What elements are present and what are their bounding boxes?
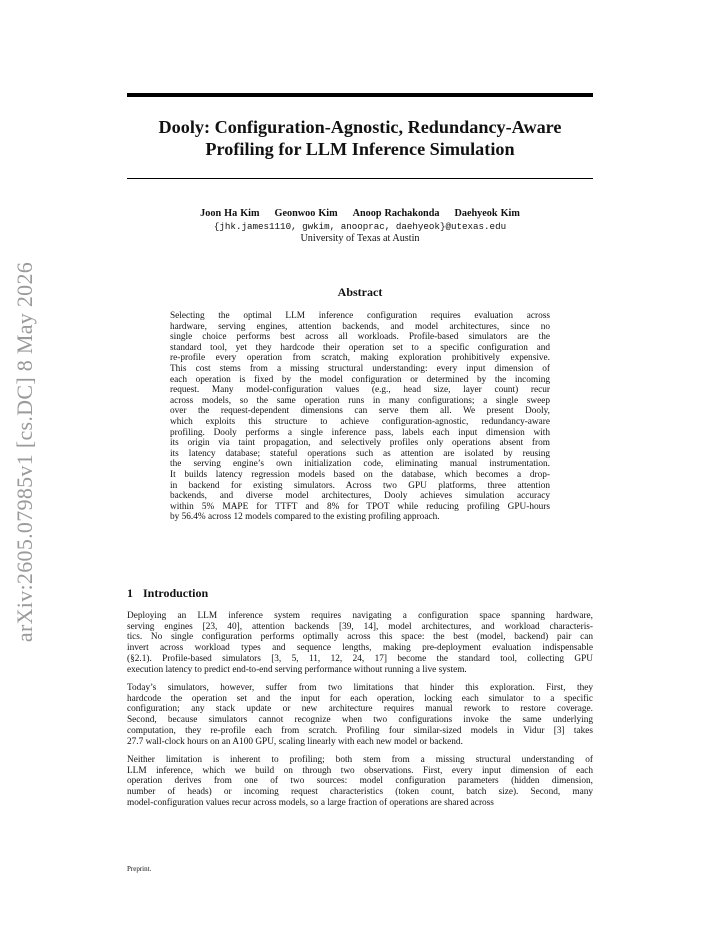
author-name: Anoop Rachakonda — [352, 208, 440, 219]
text-line: It builds latency regression models based on the database, which becomes a drop- — [170, 469, 550, 480]
author-emails: {jhk.james1110, gwkim, anooprac, daehyeok}@utexas.edu — [213, 220, 507, 232]
text-line: (§2.1). Profile-based simulators [3, 5, 11, 12, 24, 17] become the standard tool, collecting GPU — [127, 653, 593, 664]
text-line: Today’s simulators, however, suffer from two limitations that hinder this exploration. First, they — [127, 683, 593, 693]
paper-title — [127, 116, 593, 160]
text-line: Selecting the optimal LLM inference configuration requires evaluation across — [170, 311, 550, 321]
footer-preprint: Preprint. — [127, 865, 152, 873]
text-line: computation, they re-profile each from scratch. Profiling four similar-sized models in Vidur [3] takes — [127, 725, 593, 736]
text-line: within 5% MAPE for TTFT and 8% for TPOT while reducing profiling GPU-hours — [170, 501, 550, 512]
text-line: Second, because simulators cannot recognize when two configurations invoke the same underlying — [127, 715, 593, 726]
text-line: by 56.4% across 12 models compared to the existing profiling approach. — [170, 512, 440, 523]
text-line: number of heads) or incoming request characteristics (token count, batch size). Second, many — [127, 787, 593, 798]
text-line: its origin via taint propagation, and selectively profiles only operations absent from — [170, 438, 550, 449]
text-line: request. Many model-configuration values (e.g., head size, layer count) recur — [170, 385, 550, 396]
text-line: 27.7 wall-clock hours on an A100 GPU, scaling linearly with each new model or backend. — [127, 736, 463, 747]
text-line: operation derives from one of two sources: model configuration parameters (hidden dimension, — [127, 776, 593, 787]
title-bottom-rule — [127, 178, 593, 179]
text-line: model-configuration values recur across models, so a large fraction of operations are shared across — [127, 797, 494, 808]
text-line: Deploying an LLM inference system requires navigating a configuration space spanning hardware, — [127, 611, 593, 621]
text-line: hardware, serving engines, attention backends, and model architectures, since no — [170, 321, 550, 332]
text-line: LLM inference, which we build on through two observations. First, every input dimension of each — [127, 765, 593, 776]
text-line: This cost stems from a missing structural understanding: every input dimension of — [170, 363, 550, 374]
title-top-rule — [127, 93, 593, 97]
section-title: Introduction — [143, 586, 209, 600]
text-line: over the request-dependent dimensions can serve them all. We present Dooly, — [170, 406, 550, 417]
abstract-body — [170, 311, 550, 523]
intro-paragraph-3 — [127, 755, 593, 809]
section-number: 1 — [127, 586, 133, 600]
text-line: re-profile every operation from scratch, making exploration prohibitively expensive. — [170, 353, 550, 364]
text-line: execution latency to predict end-to-end serving performance without running a live system. — [127, 664, 467, 675]
text-line: Neither limitation is inherent to profiling; both stem from a missing structural understanding of — [127, 755, 593, 765]
text-line: which exploits this structure to achieve configuration-agnostic, redundancy-aware — [170, 416, 550, 427]
arxiv-identifier — [8, 262, 42, 642]
text-line: the serving engine’s own initialization code, eliminating manual instrumentation. — [170, 459, 550, 470]
text-line: backends, and diverse model architectures, Dooly achieves simulation accuracy — [170, 491, 550, 502]
text-line: standard tool, yet they hardcode their operation set to a specific configuration and — [170, 342, 550, 353]
intro-paragraph-1 — [127, 611, 593, 675]
section-heading-introduction — [127, 586, 593, 601]
author-name: Joon Ha Kim — [200, 208, 260, 219]
text-line: each operation is fixed by the model configuration or determined by the incoming — [170, 374, 550, 385]
text-line: hardcode the operation set and the input for each operation, locking each simulator to a specific — [127, 693, 593, 704]
text-line: invert across workload types and sequence lengths, making pre-deployment evaluation indispensable — [127, 643, 593, 654]
text-line: its latency database; stateful operations such as attention are isolated by reusing — [170, 448, 550, 459]
text-line: serving engines [23, 40], attention backends [39, 14], model architectures, and workload characteris- — [127, 621, 593, 632]
author-name: Geonwoo Kim — [274, 208, 338, 219]
author-name: Daehyeok Kim — [454, 208, 520, 219]
text-line: configuration; any stack update or new architecture requires manual rework to restore coverage. — [127, 704, 593, 715]
author-block — [127, 208, 593, 246]
text-line: tics. No single configuration performs optimally across this space: the best (model, backend) pair can — [127, 632, 593, 643]
text-line: across models, so the same operation runs in many configurations; a single sweep — [170, 395, 550, 406]
author-names — [127, 208, 593, 221]
text-line: in backend for existing simulators. Across two GPU platforms, three attention — [170, 480, 550, 491]
author-affiliation: University of Texas at Austin — [300, 233, 420, 244]
title-line: Dooly: Configuration-Agnostic, Redundancy-Aware — [158, 117, 562, 137]
title-line: Profiling for LLM Inference Simulation — [205, 139, 515, 159]
text-line: single choice performs best across all workloads. Profile-based simulators are the — [170, 332, 550, 343]
text-line: profiling. Dooly performs a single inference pass, labels each input dimension with — [170, 427, 550, 438]
abstract-heading: Abstract — [337, 285, 383, 299]
arxiv-identifier-text: arXiv:2605.07985v1 [cs.DC] 8 May 2026 — [12, 261, 38, 643]
intro-paragraph-2 — [127, 683, 593, 747]
